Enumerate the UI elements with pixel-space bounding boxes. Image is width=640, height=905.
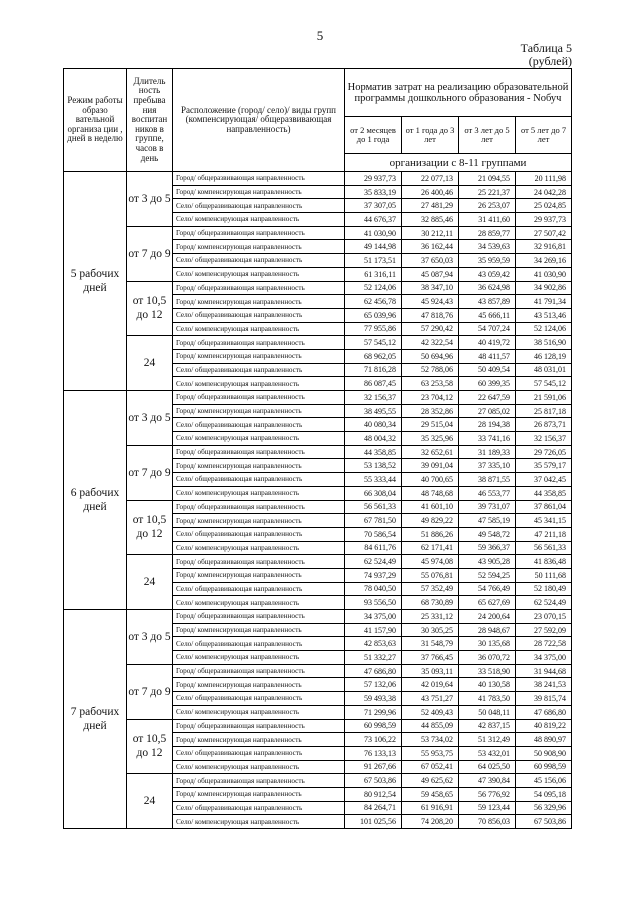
table-row [64,500,572,514]
value-cell: 29 726,05 [516,445,572,459]
location-cell: Село/ общеразвивающая направленность [173,637,345,651]
value-cell: 51 312,49 [459,733,516,747]
value-cell: 62 456,78 [345,295,402,309]
table-unit: (рублей) [528,54,572,68]
value-cell: 31 411,60 [459,213,516,227]
value-cell: 47 585,19 [459,514,516,528]
value-cell: 51 173,51 [345,254,402,268]
value-cell: 32 156,37 [516,432,572,446]
value-cell: 42 019,64 [402,678,459,692]
value-cell: 70 586,54 [345,527,402,541]
table-row [64,719,572,733]
value-cell: 50 048,11 [459,705,516,719]
duration-cell: от 10,5 до 12 [127,719,173,774]
value-cell: 71 299,96 [345,705,402,719]
value-cell: 101 025,56 [345,815,402,829]
value-cell: 33 741,16 [459,432,516,446]
value-cell: 23 070,15 [516,610,572,624]
value-cell: 56 561,33 [516,541,572,555]
location-cell: Город/ общеразвивающая направленность [173,719,345,733]
value-cell: 20 111,98 [516,172,572,186]
value-cell: 52 594,25 [459,568,516,582]
value-cell: 37 861,04 [516,500,572,514]
value-cell: 23 704,12 [402,391,459,405]
value-cell: 27 085,02 [459,404,516,418]
duration-cell: от 3 до 5 [127,391,173,446]
location-cell: Село/ общеразвивающая направленность [173,527,345,541]
value-cell: 53 138,52 [345,459,402,473]
value-cell: 30 212,11 [402,226,459,240]
table-title: Таблица 5 [520,41,572,55]
norm-table [63,68,572,829]
value-cell: 44 358,85 [345,445,402,459]
value-cell: 60 998,59 [345,719,402,733]
value-cell: 21 094,55 [459,172,516,186]
duration-cell: 24 [127,774,173,829]
location-cell: Город/ компенсирующая направленность [173,349,345,363]
duration-cell: от 3 до 5 [127,172,173,227]
value-cell: 22 077,13 [402,172,459,186]
duration-cell: 24 [127,555,173,610]
value-cell: 44 855,09 [402,719,459,733]
value-cell: 35 579,17 [516,459,572,473]
location-cell: Город/ компенсирующая направленность [173,733,345,747]
mode-cell: 5 рабочих дней [64,172,127,391]
value-cell: 38 347,10 [402,281,459,295]
value-cell: 43 059,42 [459,267,516,281]
value-cell: 38 241,53 [516,678,572,692]
value-cell: 37 650,03 [402,254,459,268]
value-cell: 32 652,61 [402,445,459,459]
value-cell: 45 974,08 [402,555,459,569]
value-cell: 84 611,76 [345,541,402,555]
duration-cell: от 3 до 5 [127,610,173,665]
value-cell: 60 399,35 [459,377,516,391]
value-cell: 40 080,34 [345,418,402,432]
value-cell: 31 548,79 [402,637,459,651]
value-cell: 80 912,54 [345,787,402,801]
location-cell: Село/ общеразвивающая направленность [173,582,345,596]
table-row [64,172,572,186]
value-cell: 59 366,37 [459,541,516,555]
value-cell: 43 857,89 [459,295,516,309]
value-cell: 41 030,90 [345,226,402,240]
value-cell: 41 157,90 [345,623,402,637]
value-cell: 84 264,71 [345,801,402,815]
value-cell: 77 955,86 [345,322,402,336]
value-cell: 29 515,04 [402,418,459,432]
location-cell: Село/ общеразвивающая направленность [173,746,345,760]
value-cell: 63 253,58 [402,377,459,391]
location-cell: Село/ компенсирующая направленность [173,486,345,500]
value-cell: 93 556,50 [345,596,402,610]
location-cell: Город/ компенсирующая направленность [173,514,345,528]
value-cell: 38 495,55 [345,404,402,418]
value-cell: 76 133,13 [345,746,402,760]
location-cell: Село/ общеразвивающая направленность [173,199,345,213]
location-cell: Город/ общеразвивающая направленность [173,664,345,678]
value-cell: 40 819,22 [516,719,572,733]
value-cell: 34 902,86 [516,281,572,295]
value-cell: 43 905,28 [459,555,516,569]
location-cell: Село/ компенсирующая направленность [173,267,345,281]
value-cell: 56 776,92 [459,787,516,801]
duration-cell: от 7 до 9 [127,226,173,281]
value-cell: 35 833,19 [345,185,402,199]
value-cell: 61 316,11 [345,267,402,281]
value-cell: 74 937,29 [345,568,402,582]
duration-cell: от 10,5 до 12 [127,500,173,555]
value-cell: 27 592,09 [516,623,572,637]
value-cell: 65 627,69 [459,596,516,610]
value-cell: 54 095,18 [516,787,572,801]
value-cell: 26 400,46 [402,185,459,199]
value-cell: 48 004,32 [345,432,402,446]
value-cell: 47 686,80 [345,664,402,678]
value-cell: 57 545,12 [516,377,572,391]
table-row [64,226,572,240]
table-row [64,391,572,405]
value-cell: 38 516,90 [516,336,572,350]
value-cell: 42 322,54 [402,336,459,350]
value-cell: 44 676,37 [345,213,402,227]
value-cell: 42 837,15 [459,719,516,733]
table-caption [521,42,572,68]
value-cell: 40 130,58 [459,678,516,692]
location-cell: Село/ общеразвивающая направленность [173,801,345,815]
value-cell: 47 211,18 [516,527,572,541]
value-cell: 50 111,68 [516,568,572,582]
location-cell: Село/ компенсирующая направленность [173,596,345,610]
table-header [64,69,572,172]
duration-cell: от 7 до 9 [127,664,173,719]
value-cell: 34 375,00 [516,651,572,665]
table-row [64,281,572,295]
value-cell: 71 816,28 [345,363,402,377]
location-cell: Город/ общеразвивающая направленность [173,610,345,624]
location-cell: Город/ компенсирующая направленность [173,623,345,637]
value-cell: 22 647,59 [459,391,516,405]
value-cell: 55 953,75 [402,746,459,760]
value-cell: 50 908,90 [516,746,572,760]
value-cell: 73 106,22 [345,733,402,747]
location-cell: Город/ общеразвивающая направленность [173,391,345,405]
value-cell: 51 332,27 [345,651,402,665]
value-cell: 49 144,98 [345,240,402,254]
location-cell: Село/ общеразвивающая направленность [173,363,345,377]
mode-cell: 7 рабочих дней [64,610,127,829]
value-cell: 57 132,06 [345,678,402,692]
duration-cell: 24 [127,336,173,391]
location-cell: Город/ общеразвивающая направленность [173,555,345,569]
value-cell: 48 748,68 [402,486,459,500]
value-cell: 30 305,25 [402,623,459,637]
location-cell: Село/ общеразвивающая направленность [173,692,345,706]
value-cell: 42 853,63 [345,637,402,651]
value-cell: 52 788,06 [402,363,459,377]
table-row [64,774,572,788]
location-cell: Село/ компенсирующая направленность [173,541,345,555]
value-cell: 60 998,59 [516,760,572,774]
value-cell: 26 253,07 [459,199,516,213]
value-cell: 47 818,76 [402,308,459,322]
value-cell: 43 513,46 [516,308,572,322]
value-cell: 49 829,22 [402,514,459,528]
value-cell: 34 539,63 [459,240,516,254]
value-cell: 28 352,86 [402,404,459,418]
value-cell: 52 124,06 [516,322,572,336]
location-cell: Село/ компенсирующая направленность [173,651,345,665]
value-cell: 29 937,73 [345,172,402,186]
value-cell: 37 335,10 [459,459,516,473]
value-cell: 33 518,90 [459,664,516,678]
value-cell: 56 561,33 [345,500,402,514]
value-cell: 38 871,55 [459,473,516,487]
value-cell: 36 624,98 [459,281,516,295]
value-cell: 28 859,77 [459,226,516,240]
header-age-col: от 5 лет до 7 лет [516,117,572,154]
value-cell: 28 948,67 [459,623,516,637]
header-norm: Норматив затрат на реализацию образовательной программы дошкольного образования - Nобуч [345,69,572,117]
value-cell: 32 916,81 [516,240,572,254]
value-cell: 31 189,33 [459,445,516,459]
location-cell: Город/ общеразвивающая направленность [173,774,345,788]
location-cell: Город/ компенсирующая направленность [173,459,345,473]
value-cell: 34 375,00 [345,610,402,624]
header-duration: Длитель ность пребыва ния воспитан ников в группе, часов в день [127,69,173,172]
value-cell: 26 873,71 [516,418,572,432]
value-cell: 36 070,72 [459,651,516,665]
value-cell: 43 751,27 [402,692,459,706]
value-cell: 36 162,44 [402,240,459,254]
location-cell: Село/ общеразвивающая направленность [173,418,345,432]
value-cell: 31 944,68 [516,664,572,678]
location-cell: Село/ компенсирующая направленность [173,432,345,446]
value-cell: 57 290,42 [402,322,459,336]
header-age-col: от 2 месяцев до 1 года [345,117,402,154]
value-cell: 50 694,96 [402,349,459,363]
value-cell: 37 042,45 [516,473,572,487]
value-cell: 39 815,74 [516,692,572,706]
location-cell: Село/ компенсирующая направленность [173,213,345,227]
value-cell: 52 180,49 [516,582,572,596]
value-cell: 25 221,37 [459,185,516,199]
table-row [64,664,572,678]
value-cell: 41 030,90 [516,267,572,281]
value-cell: 24 042,28 [516,185,572,199]
header-mode: Режим работы образо вательной организа ции , дней в неделю [64,69,127,172]
value-cell: 59 493,38 [345,692,402,706]
table-row [64,610,572,624]
value-cell: 59 458,65 [402,787,459,801]
value-cell: 41 791,34 [516,295,572,309]
location-cell: Город/ общеразвивающая направленность [173,226,345,240]
value-cell: 47 390,84 [459,774,516,788]
value-cell: 45 087,94 [402,267,459,281]
value-cell: 44 358,85 [516,486,572,500]
value-cell: 62 171,41 [402,541,459,555]
value-cell: 54 766,49 [459,582,516,596]
value-cell: 24 200,64 [459,610,516,624]
value-cell: 48 411,57 [459,349,516,363]
location-cell: Город/ компенсирующая направленность [173,295,345,309]
value-cell: 59 123,44 [459,801,516,815]
value-cell: 53 432,01 [459,746,516,760]
location-cell: Город/ компенсирующая направленность [173,568,345,582]
value-cell: 28 194,38 [459,418,516,432]
location-cell: Город/ компенсирующая направленность [173,185,345,199]
location-cell: Город/ общеразвивающая направленность [173,500,345,514]
value-cell: 55 333,44 [345,473,402,487]
value-cell: 65 039,96 [345,308,402,322]
value-cell: 53 734,02 [402,733,459,747]
value-cell: 49 625,62 [402,774,459,788]
location-cell: Город/ общеразвивающая направленность [173,445,345,459]
value-cell: 57 545,12 [345,336,402,350]
value-cell: 86 087,45 [345,377,402,391]
duration-cell: от 10,5 до 12 [127,281,173,336]
value-cell: 62 524,49 [516,596,572,610]
location-cell: Село/ компенсирующая направленность [173,705,345,719]
value-cell: 47 686,80 [516,705,572,719]
location-cell: Город/ компенсирующая направленность [173,240,345,254]
value-cell: 51 886,26 [402,527,459,541]
value-cell: 49 548,72 [459,527,516,541]
value-cell: 35 325,96 [402,432,459,446]
page-number: 5 [316,28,324,43]
value-cell: 46 128,19 [516,349,572,363]
value-cell: 45 666,11 [459,308,516,322]
location-cell: Город/ общеразвивающая направленность [173,281,345,295]
value-cell: 74 208,20 [402,815,459,829]
value-cell: 25 817,18 [516,404,572,418]
value-cell: 64 025,50 [459,760,516,774]
location-cell: Город/ общеразвивающая направленность [173,336,345,350]
value-cell: 91 267,66 [345,760,402,774]
location-cell: Город/ общеразвивающая направленность [173,172,345,186]
value-cell: 62 524,49 [345,555,402,569]
value-cell: 50 409,54 [459,363,516,377]
value-cell: 27 481,29 [402,199,459,213]
value-cell: 55 076,81 [402,568,459,582]
value-cell: 48 031,01 [516,363,572,377]
location-cell: Село/ компенсирующая направленность [173,815,345,829]
value-cell: 48 890,97 [516,733,572,747]
value-cell: 28 722,58 [516,637,572,651]
value-cell: 21 591,06 [516,391,572,405]
value-cell: 39 731,07 [459,500,516,514]
table-body [64,172,572,829]
value-cell: 41 601,10 [402,500,459,514]
header-age-col: от 1 года до 3 лет [402,117,459,154]
value-cell: 54 707,24 [459,322,516,336]
value-cell: 34 269,16 [516,254,572,268]
value-cell: 67 503,86 [345,774,402,788]
value-cell: 61 916,91 [402,801,459,815]
header-location: Расположение (город/ село)/ виды групп (компенсирующая/ общеразвивающая направленность) [173,69,345,172]
location-cell: Село/ общеразвивающая направленность [173,308,345,322]
value-cell: 25 331,12 [402,610,459,624]
value-cell: 32 885,46 [402,213,459,227]
value-cell: 52 409,43 [402,705,459,719]
value-cell: 41 783,50 [459,692,516,706]
value-cell: 78 040,50 [345,582,402,596]
value-cell: 45 156,06 [516,774,572,788]
value-cell: 35 959,59 [459,254,516,268]
value-cell: 52 124,06 [345,281,402,295]
location-cell: Город/ компенсирующая направленность [173,404,345,418]
value-cell: 68 962,05 [345,349,402,363]
table-row [64,445,572,459]
value-cell: 56 329,96 [516,801,572,815]
mode-cell: 6 рабочих дней [64,391,127,610]
value-cell: 66 308,04 [345,486,402,500]
location-cell: Село/ компенсирующая направленность [173,760,345,774]
duration-cell: от 7 до 9 [127,445,173,500]
value-cell: 40 700,65 [402,473,459,487]
value-cell: 37 307,05 [345,199,402,213]
value-cell: 70 856,03 [459,815,516,829]
value-cell: 30 135,68 [459,637,516,651]
value-cell: 45 924,43 [402,295,459,309]
value-cell: 45 341,15 [516,514,572,528]
location-cell: Город/ компенсирующая направленность [173,678,345,692]
value-cell: 37 766,45 [402,651,459,665]
value-cell: 39 091,04 [402,459,459,473]
location-cell: Город/ компенсирующая направленность [173,787,345,801]
location-cell: Село/ компенсирующая направленность [173,377,345,391]
table-row [64,336,572,350]
location-cell: Село/ общеразвивающая направленность [173,254,345,268]
value-cell: 35 093,11 [402,664,459,678]
value-cell: 25 024,85 [516,199,572,213]
header-age-col: от 3 лет до 5 лет [459,117,516,154]
value-cell: 68 730,89 [402,596,459,610]
value-cell: 32 156,37 [345,391,402,405]
value-cell: 41 836,48 [516,555,572,569]
value-cell: 67 052,41 [402,760,459,774]
table-row [64,555,572,569]
header-subheading: организации с 8-11 группами [345,154,572,172]
value-cell: 40 419,72 [459,336,516,350]
value-cell: 57 352,49 [402,582,459,596]
value-cell: 67 503,86 [516,815,572,829]
value-cell: 29 937,73 [516,213,572,227]
location-cell: Село/ компенсирующая направленность [173,322,345,336]
location-cell: Село/ общеразвивающая направленность [173,473,345,487]
value-cell: 67 781,50 [345,514,402,528]
value-cell: 46 553,77 [459,486,516,500]
value-cell: 27 507,42 [516,226,572,240]
